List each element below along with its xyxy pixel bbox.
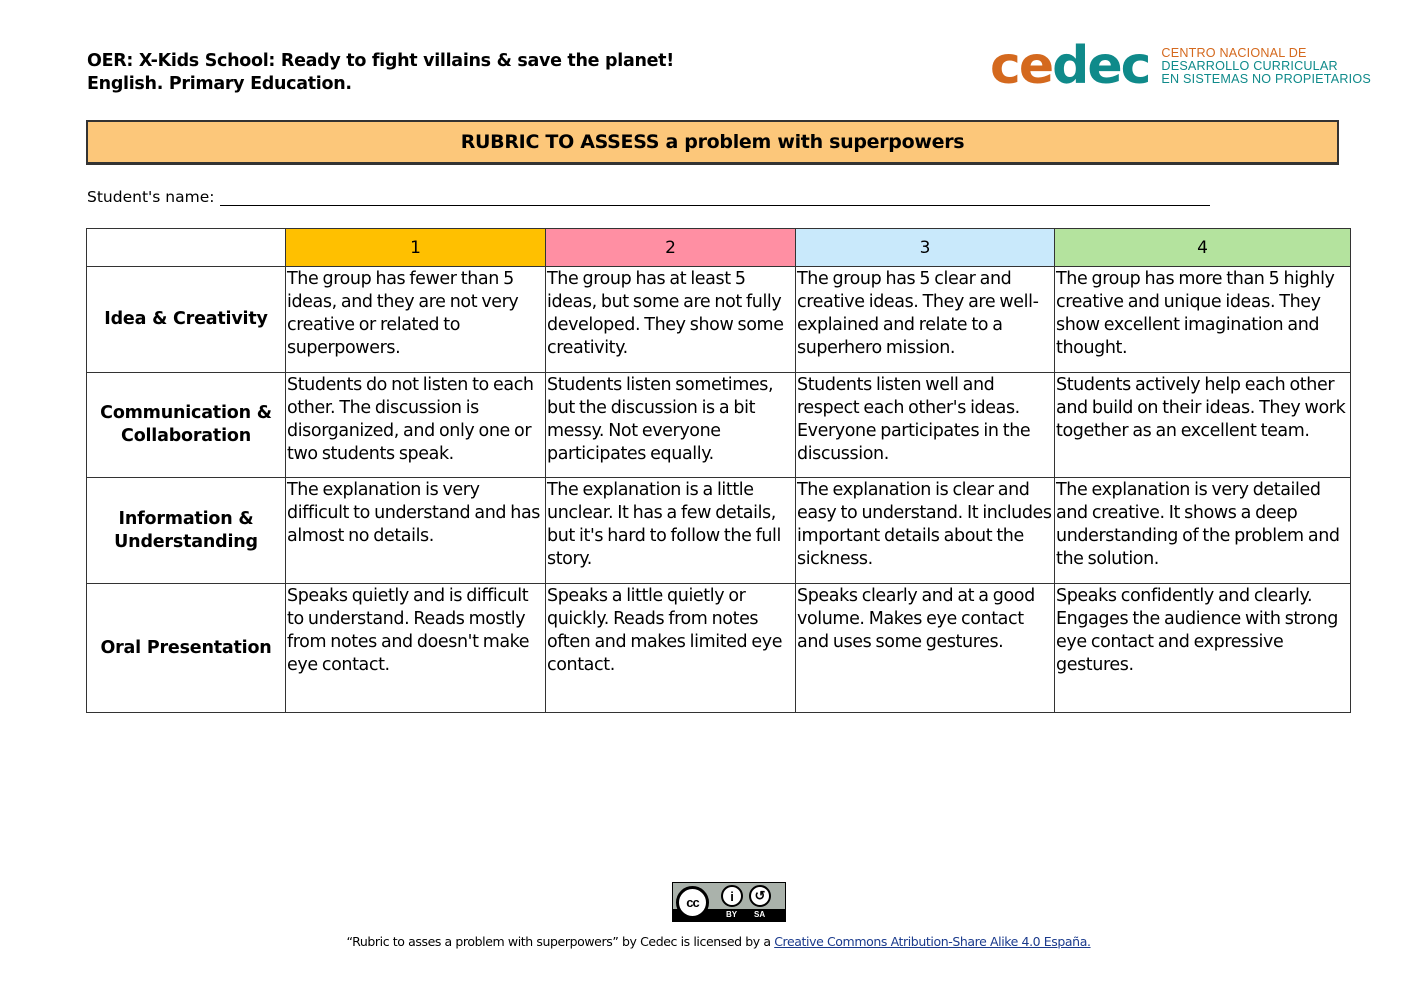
logo-tagline-line3: EN SISTEMAS NO PROPIETARIOS xyxy=(1161,71,1371,86)
logo-tagline-line2: DESARROLLO CURRICULAR xyxy=(1161,58,1338,73)
logo-wordmark xyxy=(990,36,1150,96)
criterion-label: Oral Presentation xyxy=(87,584,286,713)
descriptor-cell: The group has at least 5 ideas, but some are not fully developed. They show some creativity. xyxy=(546,267,796,373)
logo-word-part2: dec xyxy=(1052,36,1150,96)
table-row xyxy=(87,373,1351,478)
level-3-header: 3 xyxy=(796,229,1055,267)
subject-level: English. Primary Education. xyxy=(87,74,352,94)
table-row xyxy=(87,267,1351,373)
cedec-logo xyxy=(990,36,1371,96)
descriptor-cell: Students do not listen to each other. The discussion is disorganized, and only one or two students speak. xyxy=(286,373,546,478)
descriptor-cell: The explanation is very detailed and creative. It shows a deep understanding of the problem and the solution. xyxy=(1055,478,1351,584)
descriptor-cell: The group has more than 5 highly creative and unique ideas. They show excellent imagination and thought. xyxy=(1055,267,1351,373)
oer-title: OER: X-Kids School: Ready to fight villains & save the planet! xyxy=(87,51,674,71)
descriptor-cell: Speaks confidently and clearly. Engages the audience with strong eye contact and expressive gestures. xyxy=(1055,584,1351,713)
license-footer xyxy=(0,934,1403,949)
license-text: “Rubric to asses a problem with superpowers” by Cedec is licensed by a xyxy=(346,934,775,949)
level-header-row xyxy=(87,229,1351,267)
descriptor-cell: Speaks a little quietly or quickly. Reads from notes often and makes limited eye contact. xyxy=(546,584,796,713)
descriptor-cell: The explanation is very difficult to understand and has almost no details. xyxy=(286,478,546,584)
criterion-label: Idea & Creativity xyxy=(87,267,286,373)
level-1-header: 1 xyxy=(286,229,546,267)
level-2-header: 2 xyxy=(546,229,796,267)
sa-label: SA xyxy=(754,910,766,919)
descriptor-cell: The group has 5 clear and creative ideas. They are well-explained and relate to a superhero mission. xyxy=(796,267,1055,373)
by-label: BY xyxy=(726,910,738,919)
corner-cell xyxy=(87,229,286,267)
criterion-label: Information & Understanding xyxy=(87,478,286,584)
attribution-icon: i xyxy=(721,885,743,907)
student-name-field xyxy=(87,188,1210,206)
share-alike-icon: ↺ xyxy=(749,885,771,907)
descriptor-cell: Speaks quietly and is difficult to understand. Reads mostly from notes and doesn't make eye contact. xyxy=(286,584,546,713)
descriptor-cell: Speaks clearly and at a good volume. Makes eye contact and uses some gestures. xyxy=(796,584,1055,713)
license-link[interactable]: Creative Commons Atribution-Share Alike 4.0 España. xyxy=(774,934,1091,949)
descriptor-cell: The explanation is a little unclear. It has a few details, but it's hard to follow the full story. xyxy=(546,478,796,584)
descriptor-cell: Students listen sometimes, but the discussion is a bit messy. Not everyone participates equally. xyxy=(546,373,796,478)
descriptor-cell: The explanation is clear and easy to understand. It includes important details about the sickness. xyxy=(796,478,1055,584)
descriptor-cell: Students actively help each other and build on their ideas. They work together as an excellent team. xyxy=(1055,373,1351,478)
descriptor-cell: The group has fewer than 5 ideas, and they are not very creative or related to superpowers. xyxy=(286,267,546,373)
student-name-label: Student's name: xyxy=(87,188,215,206)
cc-by-sa-badge[interactable] xyxy=(672,882,786,922)
table-row xyxy=(87,584,1351,713)
logo-tagline xyxy=(1161,47,1371,86)
criterion-label: Communication & Collaboration xyxy=(87,373,286,478)
logo-word-part1: ce xyxy=(990,36,1053,96)
descriptor-cell: Students listen well and respect each other's ideas. Everyone participates in the discussion. xyxy=(796,373,1055,478)
rubric-table xyxy=(86,228,1351,713)
logo-tagline-line1: CENTRO NACIONAL DE xyxy=(1161,45,1307,60)
table-row xyxy=(87,478,1351,584)
student-name-blank[interactable] xyxy=(220,190,1210,206)
rubric-title: RUBRIC TO ASSESS a problem with superpowers xyxy=(86,120,1339,165)
document-header xyxy=(87,50,674,96)
cc-icon: cc xyxy=(676,886,709,919)
level-4-header: 4 xyxy=(1055,229,1351,267)
